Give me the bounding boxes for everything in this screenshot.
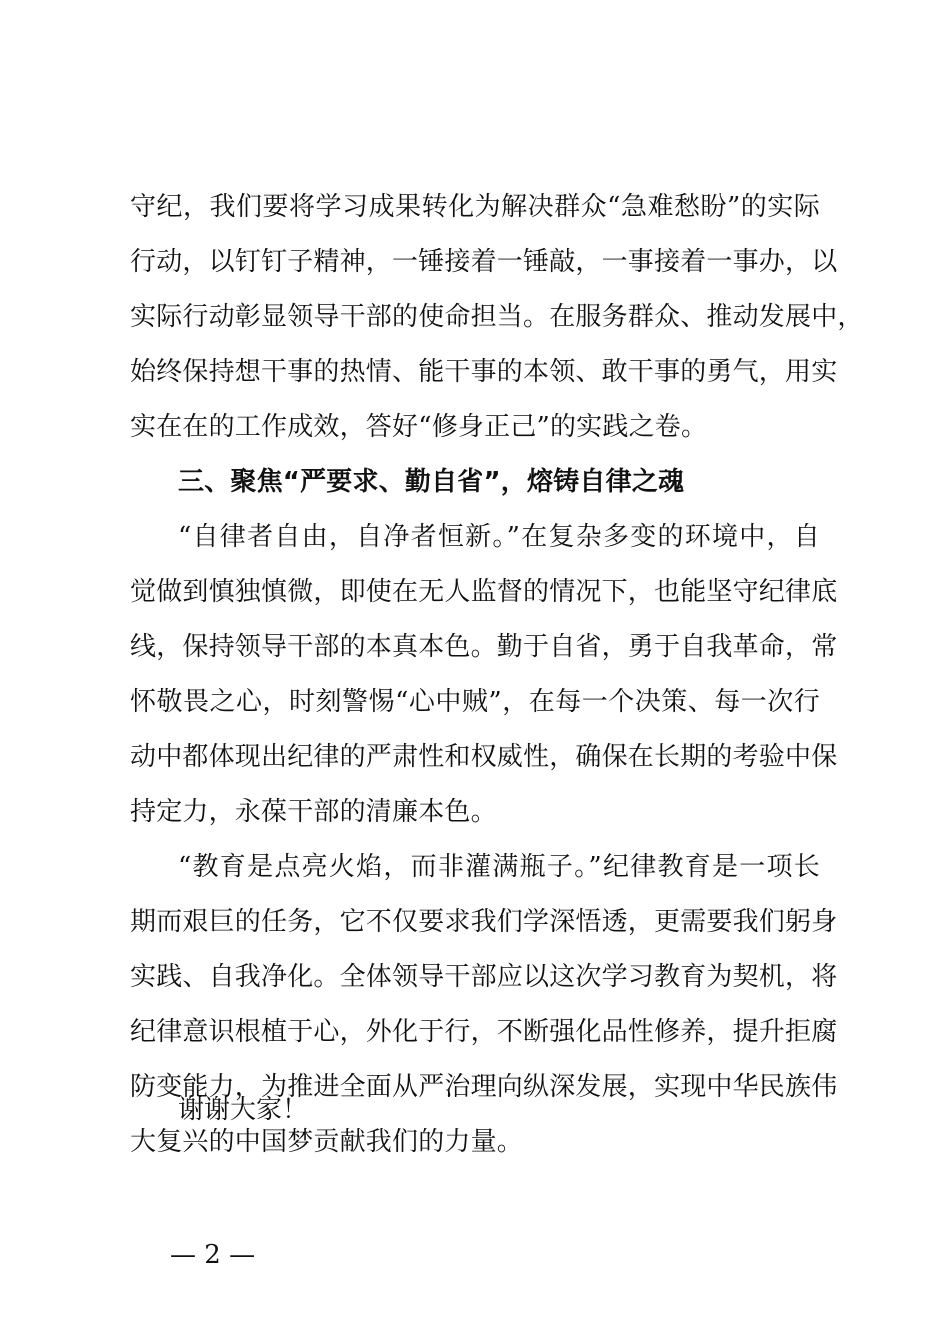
paragraph-line: 动中都体现出纪律的严肃性和权威性，确保在长期的考验中保	[130, 742, 838, 772]
paragraph-line: 守纪，我们要将学习成果转化为解决群众“急难愁盼”的实际	[130, 192, 820, 222]
paragraph-line: 期而艰巨的任务，它不仅要求我们学深悟透，更需要我们躬身	[130, 907, 838, 937]
paragraph-line: “自律者自由，自净者恒新。”在复杂多变的环境中，自	[178, 522, 820, 552]
body-text	[130, 180, 864, 1170]
paragraph-line: 线，保持领导干部的本真本色。勤于自省，勇于自我革命，常	[130, 632, 838, 662]
paragraph-line: 纪律意识根植于心，外化于行，不断强化品性修养，提升拒腐	[130, 1017, 838, 1047]
paragraph-line: 防变能力，为推进全面从严治理向纵深发展，实现中华民族伟	[130, 1072, 838, 1102]
paragraph-line: 行动，以钉钉子精神，一锤接着一锤敲，一事接着一事办，以	[130, 247, 838, 277]
section-heading: 三、聚焦“严要求、勤自省”，熔铸自律之魂	[178, 467, 685, 497]
paragraph-line: 怀敬畏之心，时刻警惕“心中贼”，在每一个决策、每一次行	[130, 687, 820, 717]
paragraph-line: “教育是点亮火焰，而非灌满瓶子。”纪律教育是一项长	[178, 852, 820, 882]
paragraph-line: 大复兴的中国梦贡献我们的力量。	[130, 1127, 524, 1157]
paragraph-line: 持定力，永葆干部的清廉本色。	[130, 797, 497, 827]
paragraph-line: 实践、自我净化。全体领导干部应以这次学习教育为契机，将	[130, 962, 838, 992]
paragraph-line: 实在在的工作成效，答好“修身正己”的实践之卷。	[130, 412, 708, 442]
paragraph-line: 觉做到慎独慎微，即使在无人监督的情况下，也能坚守纪律底	[130, 577, 838, 607]
page-number: — 2 —	[170, 1240, 256, 1270]
closing-remark: 谢谢大家！	[178, 1095, 309, 1125]
paragraph-line: 实际行动彰显领导干部的使命担当。在服务群众、推动发展中，	[130, 302, 864, 332]
paragraph-line: 始终保持想干事的热情、能干事的本领、敢干事的勇气，用实	[130, 357, 838, 387]
